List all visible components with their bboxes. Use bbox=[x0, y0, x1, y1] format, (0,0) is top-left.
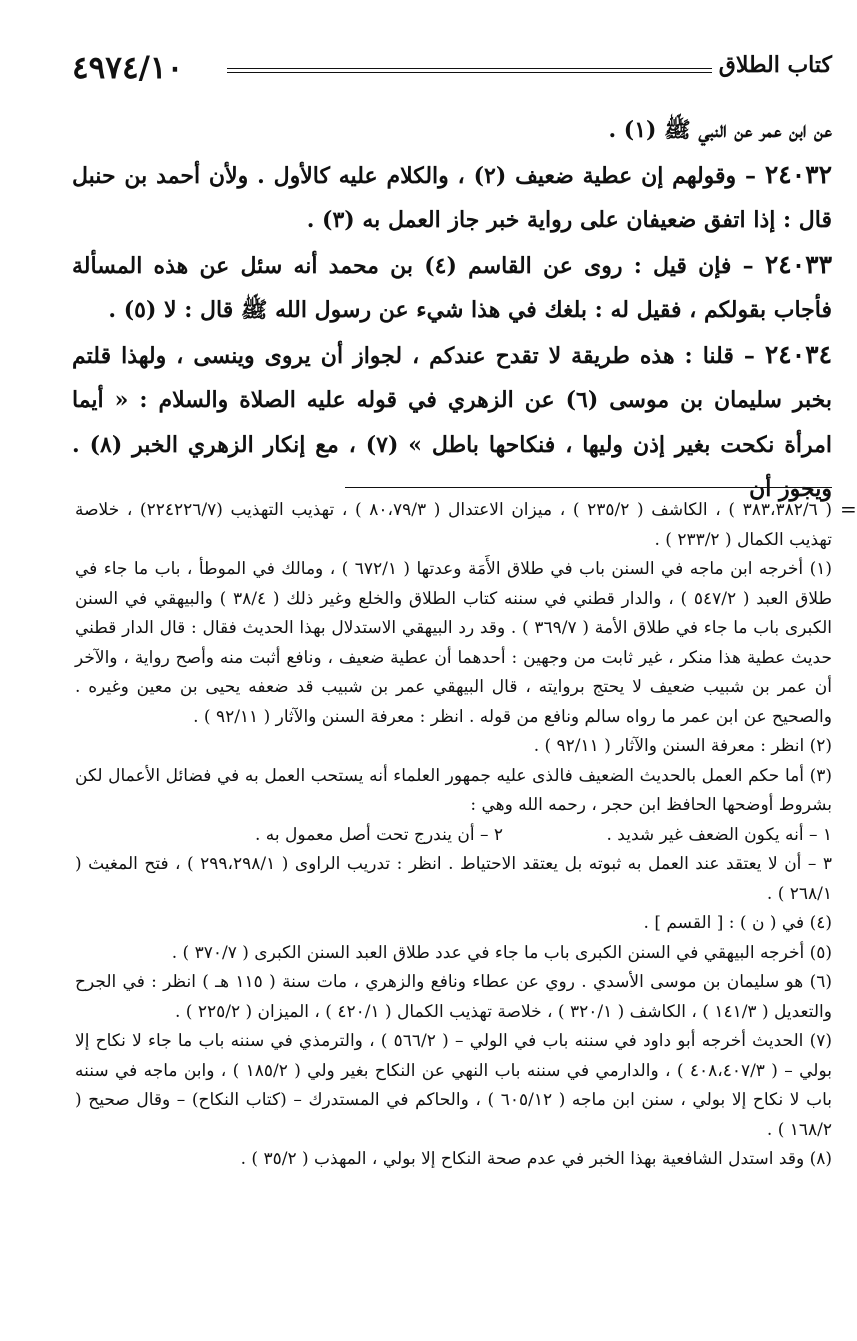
footnote: ٣ – أن لا يعتقد عند العمل به ثبوته بل يعتقد الاحتياط . انظر : تدريب الراوى ( ٢٩٩،٢٩٨/١ ) ، فتح المغيث ( ٢٦٨/١ ) . bbox=[75, 854, 832, 904]
paragraph bbox=[72, 108, 832, 153]
footnote: (١) أخرجه ابن ماجه في السنن باب في طلاق الأَمَة وعدتها ( ٦٧٢/١ ) ، ومالك في الموطأ ، باب ما جاء في طلاق العبد ( ٥٤٧/٢ ) ، والدار قطني في سننه كتاب الطلاق والخلع وغير ذلك ( ٣٨/٤ ) والبيهقي في السنن الكبرى باب ما جاء في طلاق الأمة ( ٣٦٩/٧ ) . وقد رد البيهقي الاستدلال بهذا الحديث فقال : قال الدار قطني حديث عطية هذا منكر ، غير ثابت من وجهين : أحدهما أن عطية ضعيف ، ونافع أثبت منه وأصح رواية ، والآخر أن عمر بن شبيب ضعيف لا يحتج بروايته ، قال البيهقي عمر بن شبيب قد ضعفه يحيى بن معين وغيره . والصحيح عن ابن عمر ما رواه سالم ونافع من قوله . انظر : معرفة السنن والآثار ( ٩٢/١١ ) . bbox=[75, 559, 832, 727]
condition-1: ١ – أنه يكون الضعف غير شديد . bbox=[606, 824, 832, 845]
main-text bbox=[72, 108, 832, 512]
paragraph-number: ٢٤٠٣٤ bbox=[764, 339, 832, 369]
footnote: ( ٣٨٣،٣٨٢/٦ ) ، الكاشف ( ٢٣٥/٢ ) ، ميزان الاعتدال ( ٨٠،٧٩/٣ ) ، تهذيب التهذيب (٢٢٤٢٢٦/٧) ، خلاصة تهذيب الكمال ( ٢٣٣/٢ ) . bbox=[75, 500, 832, 550]
condition-2: ٢ – أن يندرج تحت أصل معمول به . bbox=[255, 824, 503, 845]
running-header bbox=[72, 50, 832, 90]
footnote: (٢) انظر : معرفة السنن والآثار ( ٩٢/١١ ) . bbox=[533, 736, 832, 756]
footnote-separator bbox=[345, 487, 832, 488]
paragraph-text: – قلنا : هذه طريقة لا تقدح عندكم ، لجواز أن يروى وينسى ، ولهذا قلتم بخبر سليمان بن موسى (٦) عن الزهري في قوله عليه الصلاة والسلام : « أيما امرأة نكحت بغير إذن وليها ، فنكاحها باطل » (٧) ، مع إنكار الزهري الخبر (٨) . ويجوز أن bbox=[72, 342, 832, 502]
paragraph bbox=[72, 153, 832, 243]
paragraph bbox=[72, 333, 832, 512]
paragraph-number: ٢٤٠٣٢ bbox=[764, 159, 832, 189]
footnote: (٨) وقد استدل الشافعية بهذا الخبر في عدم صحة النكاح إلا بولي ، المهذب ( ٣٥/٢ ) . bbox=[240, 1149, 832, 1169]
paragraph-text: – فإن قيل : روى عن القاسم (٤) بن محمد أنه سئل عن هذه المسألة فأجاب بقولكم ، فقيل له : بلغك في هذا شيء عن رسول الله ﷺ قال : لا (٥) . bbox=[72, 252, 832, 323]
paragraph bbox=[72, 243, 832, 333]
footnote: (٣) أما حكم العمل بالحديث الضعيف فالذى عليه جمهور العلماء أنه يستحب العمل به في فضائل الأعمال لكن بشروط أوضحها الحافظ ابن حجر ، رحمه الله وهي : bbox=[75, 765, 832, 815]
paragraph-text: عن ابن عمر عن النبي ﷺ (١) . bbox=[608, 117, 832, 143]
page-number: ٤٩٧٤/١٠ bbox=[72, 50, 184, 86]
footnote: (٥) أخرجه البيهقي في السنن الكبرى باب ما جاء في عدد طلاق العبد السنن الكبرى ( ٣٧٠/٧ ) . bbox=[171, 942, 832, 963]
footnote: (٧) الحديث أخرجه أبو داود في سننه باب في الولي – ( ٥٦٦/٢ ) ، والترمذي في سننه باب ما جاء لا نكاح إلا بولي – ( ٤٠٨،٤٠٧/٣ ) ، والدارمي في سننه باب النهي عن النكاح بغير ولي ( ١٨٥/٢ ) ، وابن ماجه في سننه باب لا نكاح إلا بولي ، سنن ابن ماجه ( ٦٠٥/١٢ ) ، والحاكم في المستدرك – (كتاب النكاح) – وقال صحيح ( ١٦٨/٢ ) . bbox=[75, 1031, 832, 1140]
paragraph-text: – وقولهم إن عطية ضعيف (٢) ، والكلام عليه كالأول . ولأن أحمد بن حنبل قال : إذا اتفق ضعيفان على رواية خبر جاز العمل به (٣) . bbox=[72, 162, 832, 233]
paragraph-number: ٢٤٠٣٣ bbox=[764, 249, 832, 279]
footnote: (٤) في ( ن ) : [ القسم ] . bbox=[643, 913, 832, 933]
footnote: (٦) هو سليمان بن موسى الأسدي . روي عن عطاء ونافع والزهري ، مات سنة ( ١١٥ هـ ) انظر : في الجرح والتعديل ( ١٤١/٣ ) ، الكاشف ( ٣٢٠/١ ) ، خلاصة تهذيب الكمال ( ٤٢٠/١ ) ، الميزان ( ٢٢٥/٢ ) . bbox=[75, 972, 832, 1022]
continuation-mark: = bbox=[840, 497, 857, 521]
book-title: كتاب الطلاق bbox=[718, 52, 832, 78]
header-double-rule bbox=[227, 68, 712, 73]
footnotes bbox=[75, 496, 832, 1175]
footnote-conditions bbox=[75, 821, 832, 851]
